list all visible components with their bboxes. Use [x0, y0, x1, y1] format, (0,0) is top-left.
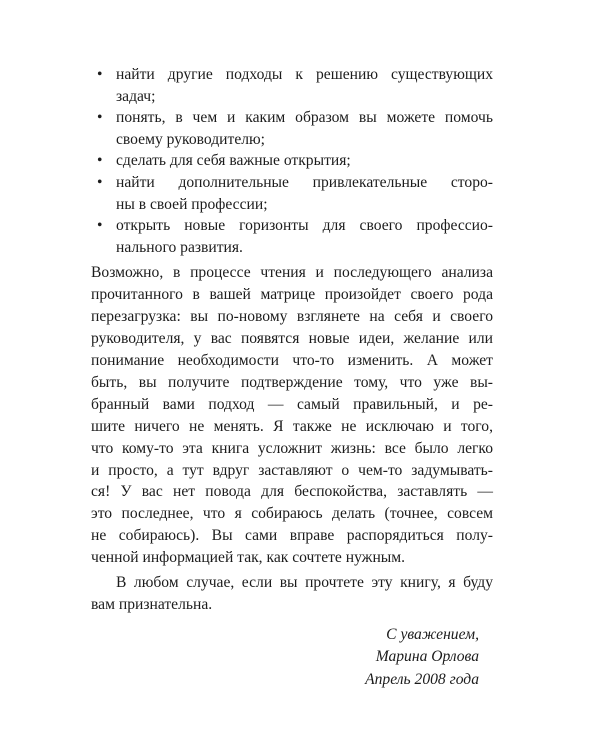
text-line: сделать для себя важные открытия; — [116, 152, 351, 170]
bullet-icon: • — [97, 217, 103, 235]
text-line: что кому-то эта книга усложнит жизнь: все было легко — [91, 439, 493, 457]
list-item — [91, 215, 493, 258]
text-line: и просто, а тут вдруг заставляют о чем-то задумывать- — [91, 461, 493, 479]
signature-block — [91, 624, 493, 692]
bullet-list — [91, 64, 493, 258]
text-line: бранный вами подход — самый правильный, и ре- — [91, 395, 493, 413]
text-line: не собираюсь). Вы сами вправе распорядиться полу- — [91, 527, 493, 545]
text-line: своему руководителю; — [116, 130, 266, 148]
text-line: ся! У вас нет повода для беспокойства, заставлять — — [91, 483, 493, 501]
text-line: прочитанного в вашей матрице произойдет своего рода — [91, 286, 493, 304]
signature-closing: С уважением, — [386, 625, 479, 643]
text-line: найти дополнительные привлекательные сторо- — [116, 173, 493, 191]
text-line: вам признательна. — [91, 595, 213, 613]
bullet-icon: • — [97, 66, 103, 83]
text-line: Возможно, в процессе чтения и последующего анализа — [91, 264, 493, 282]
text-line: ченной информацией так, как сочтете нужным. — [91, 549, 406, 567]
text-line: нального развития. — [116, 238, 243, 256]
bullet-icon: • — [97, 109, 103, 127]
signature-date: Апрель 2008 года — [365, 670, 479, 688]
text-line: понимание необходимости что-то изменить. А может — [91, 351, 493, 369]
text-line: найти другие подходы к решению существующих — [116, 66, 493, 83]
text-line: быть, вы получите подтверждение тому, что уже вы- — [91, 373, 493, 391]
text-line: задач; — [116, 87, 156, 105]
paragraph-main — [91, 262, 493, 569]
list-item — [91, 107, 493, 150]
list-item — [91, 172, 493, 215]
text-line: понять, в чем и каким образом вы можете помочь — [116, 109, 493, 127]
text-line: ны в своей профессии; — [116, 195, 268, 213]
text-line: это последнее, что я собираюсь делать (точнее, совсем — [91, 505, 493, 523]
signature-name: Марина Орлова — [375, 648, 479, 666]
text-line: перезагрузка: вы по-новому взглянете на себя и своего — [91, 308, 493, 326]
list-item — [91, 150, 493, 172]
text-line: В любом случае, если вы прочтете эту книгу, я буду — [116, 574, 493, 592]
bullet-icon: • — [97, 152, 103, 170]
paragraph-closing — [91, 572, 493, 616]
text-line: шите ничего не менять. Я также не исключаю и того, — [91, 417, 493, 435]
book-page — [91, 64, 493, 691]
text-line: руководителя, у вас появятся новые идеи, желание или — [91, 330, 493, 348]
text-line: открыть новые горизонты для своего профессио- — [116, 217, 493, 235]
list-item — [91, 64, 493, 107]
bullet-icon: • — [97, 173, 103, 191]
